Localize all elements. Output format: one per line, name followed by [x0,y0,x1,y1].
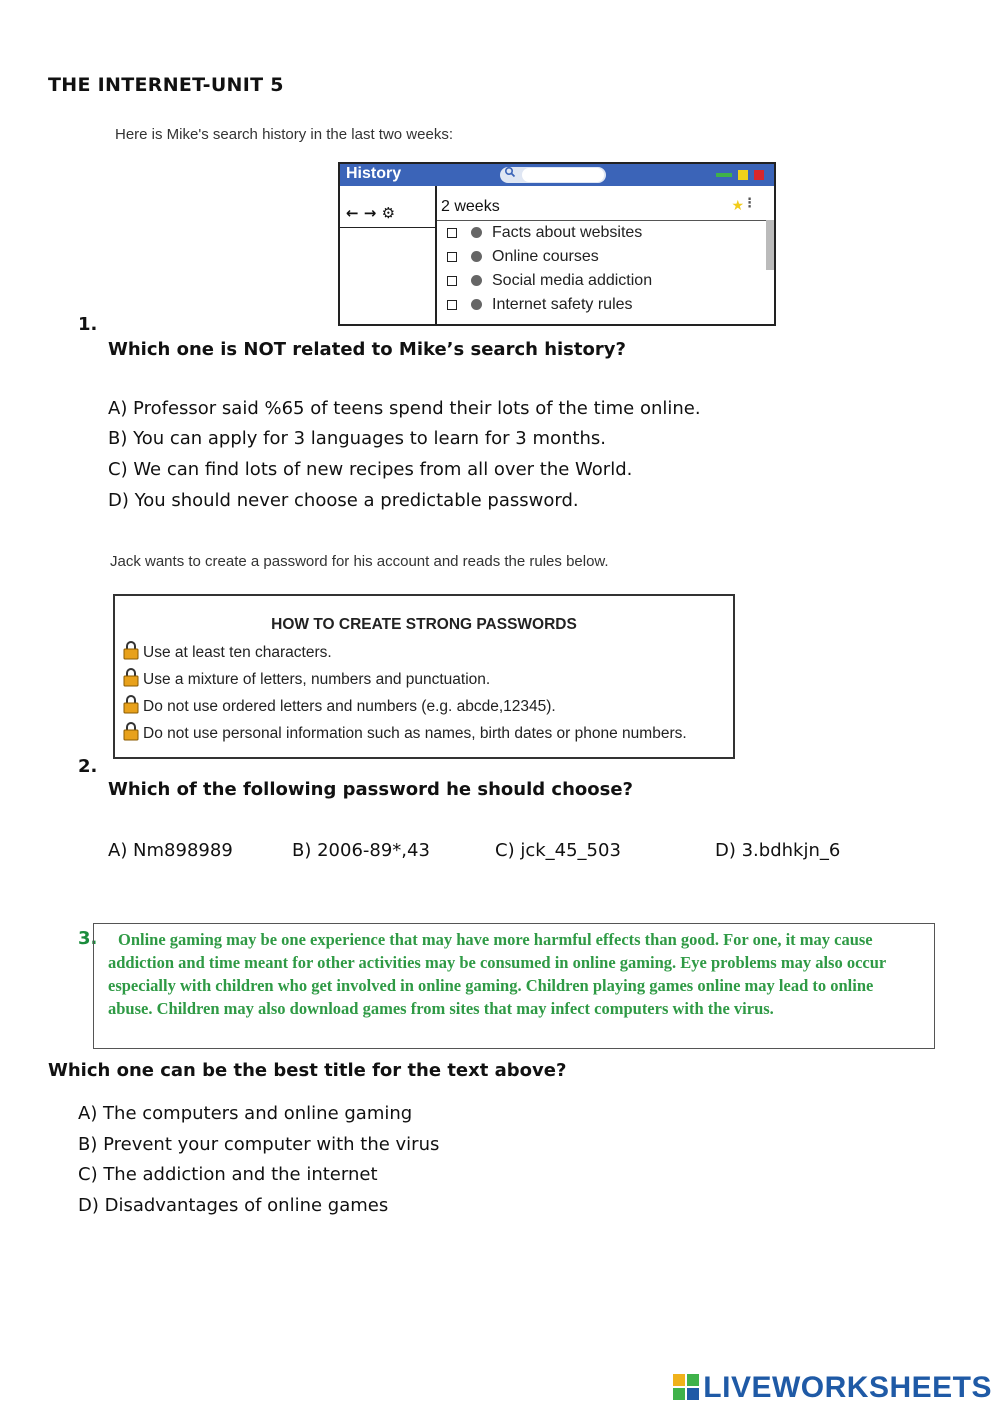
history-item[interactable]: Facts about websites [447,224,642,246]
globe-icon [471,275,482,286]
q3-option-d[interactable]: D) Disadvantages of online games [78,1195,389,1216]
globe-icon [471,251,482,262]
password-rule: Use at least ten characters. [121,640,332,662]
globe-icon [471,299,482,310]
q3-number: 3. [78,928,98,949]
q1-option-a[interactable]: A) Professor said %65 of teens spend their lots of the time online. [108,398,701,419]
history-nav-buttons: ← → ⚙ [346,204,396,222]
password-rules-box [113,594,735,759]
q3-option-b[interactable]: B) Prevent your computer with the virus [78,1134,440,1155]
history-titlebar [340,164,774,186]
q1-option-d[interactable]: D) You should never choose a predictable password. [108,490,579,511]
password-rule: Do not use personal information such as names, birth dates or phone numbers. [121,721,687,743]
q3-option-c[interactable]: C) The addiction and the internet [78,1164,378,1185]
q3-passage-box [93,923,935,1049]
checkbox-icon[interactable] [447,300,457,310]
history-nav-pane [340,186,437,324]
history-title: History [346,165,402,182]
q3-option-a[interactable]: A) The computers and online gaming [78,1103,413,1124]
logo-icon [673,1374,699,1400]
q2-option-a[interactable]: A) Nm898989 [108,840,233,861]
q2-option-c[interactable]: C) jck_45_503 [495,840,621,861]
checkbox-icon[interactable] [447,252,457,262]
q1-number: 1. [78,314,98,335]
lock-icon [121,721,141,741]
password-rule: Do not use ordered letters and numbers (e.g. abcde,12345). [121,694,556,716]
q2-number: 2. [78,756,98,777]
q2-option-b[interactable]: B) 2006-89*,43 [292,840,430,861]
liveworksheets-logo[interactable]: LIVEWORKSHEETS [673,1371,992,1407]
close-icon [754,170,764,180]
lock-icon [121,667,141,687]
history-window [338,162,776,326]
q3-passage: Online gaming may be one experience that may have more harmful effects than good. For one, it may cause addiction and time meant for other activities may be consumed in online gaming. Eye problems may also occur especially with children who get involved in online gaming. Children playing games online may lead to online abuse. Children may also download games from sites that may infect computers with the virus. [108,930,886,1018]
history-search[interactable] [500,167,606,183]
q2-question: Which of the following password he should choose? [108,779,633,800]
history-item[interactable]: Internet safety rules [447,296,633,318]
history-item[interactable]: Social media addiction [447,272,652,294]
history-period: 2 weeks [441,198,500,215]
history-scrollbar[interactable] [766,220,774,270]
more-icon: ⋮ [743,196,756,211]
globe-icon [471,227,482,238]
password-rule: Use a mixture of letters, numbers and punctuation. [121,667,490,689]
password-rules-heading: HOW TO CREATE STRONG PASSWORDS [271,616,577,633]
checkbox-icon[interactable] [447,276,457,286]
checkbox-icon[interactable] [447,228,457,238]
maximize-icon [738,170,748,180]
star-icon: ★ [731,198,744,214]
q3-question: Which one can be the best title for the text above? [48,1060,567,1081]
page-title: THE INTERNET-UNIT 5 [48,74,284,96]
q1-question: Which one is NOT related to Mike’s search history? [108,339,626,360]
q2-option-d[interactable]: D) 3.bdhkjn_6 [715,840,841,861]
search-field[interactable] [522,168,604,182]
q2-intro: Jack wants to create a password for his account and reads the rules below. [110,553,609,570]
history-item[interactable]: Online courses [447,248,599,270]
q1-option-c[interactable]: C) We can find lots of new recipes from all over the World. [108,459,633,480]
search-icon [504,166,518,180]
history-list-pane [437,186,774,324]
lock-icon [121,694,141,714]
minimize-icon [716,173,732,177]
q1-option-b[interactable]: B) You can apply for 3 languages to learn for 3 months. [108,428,606,449]
lock-icon [121,640,141,660]
q1-intro: Here is Mike's search history in the last two weeks: [115,126,453,143]
